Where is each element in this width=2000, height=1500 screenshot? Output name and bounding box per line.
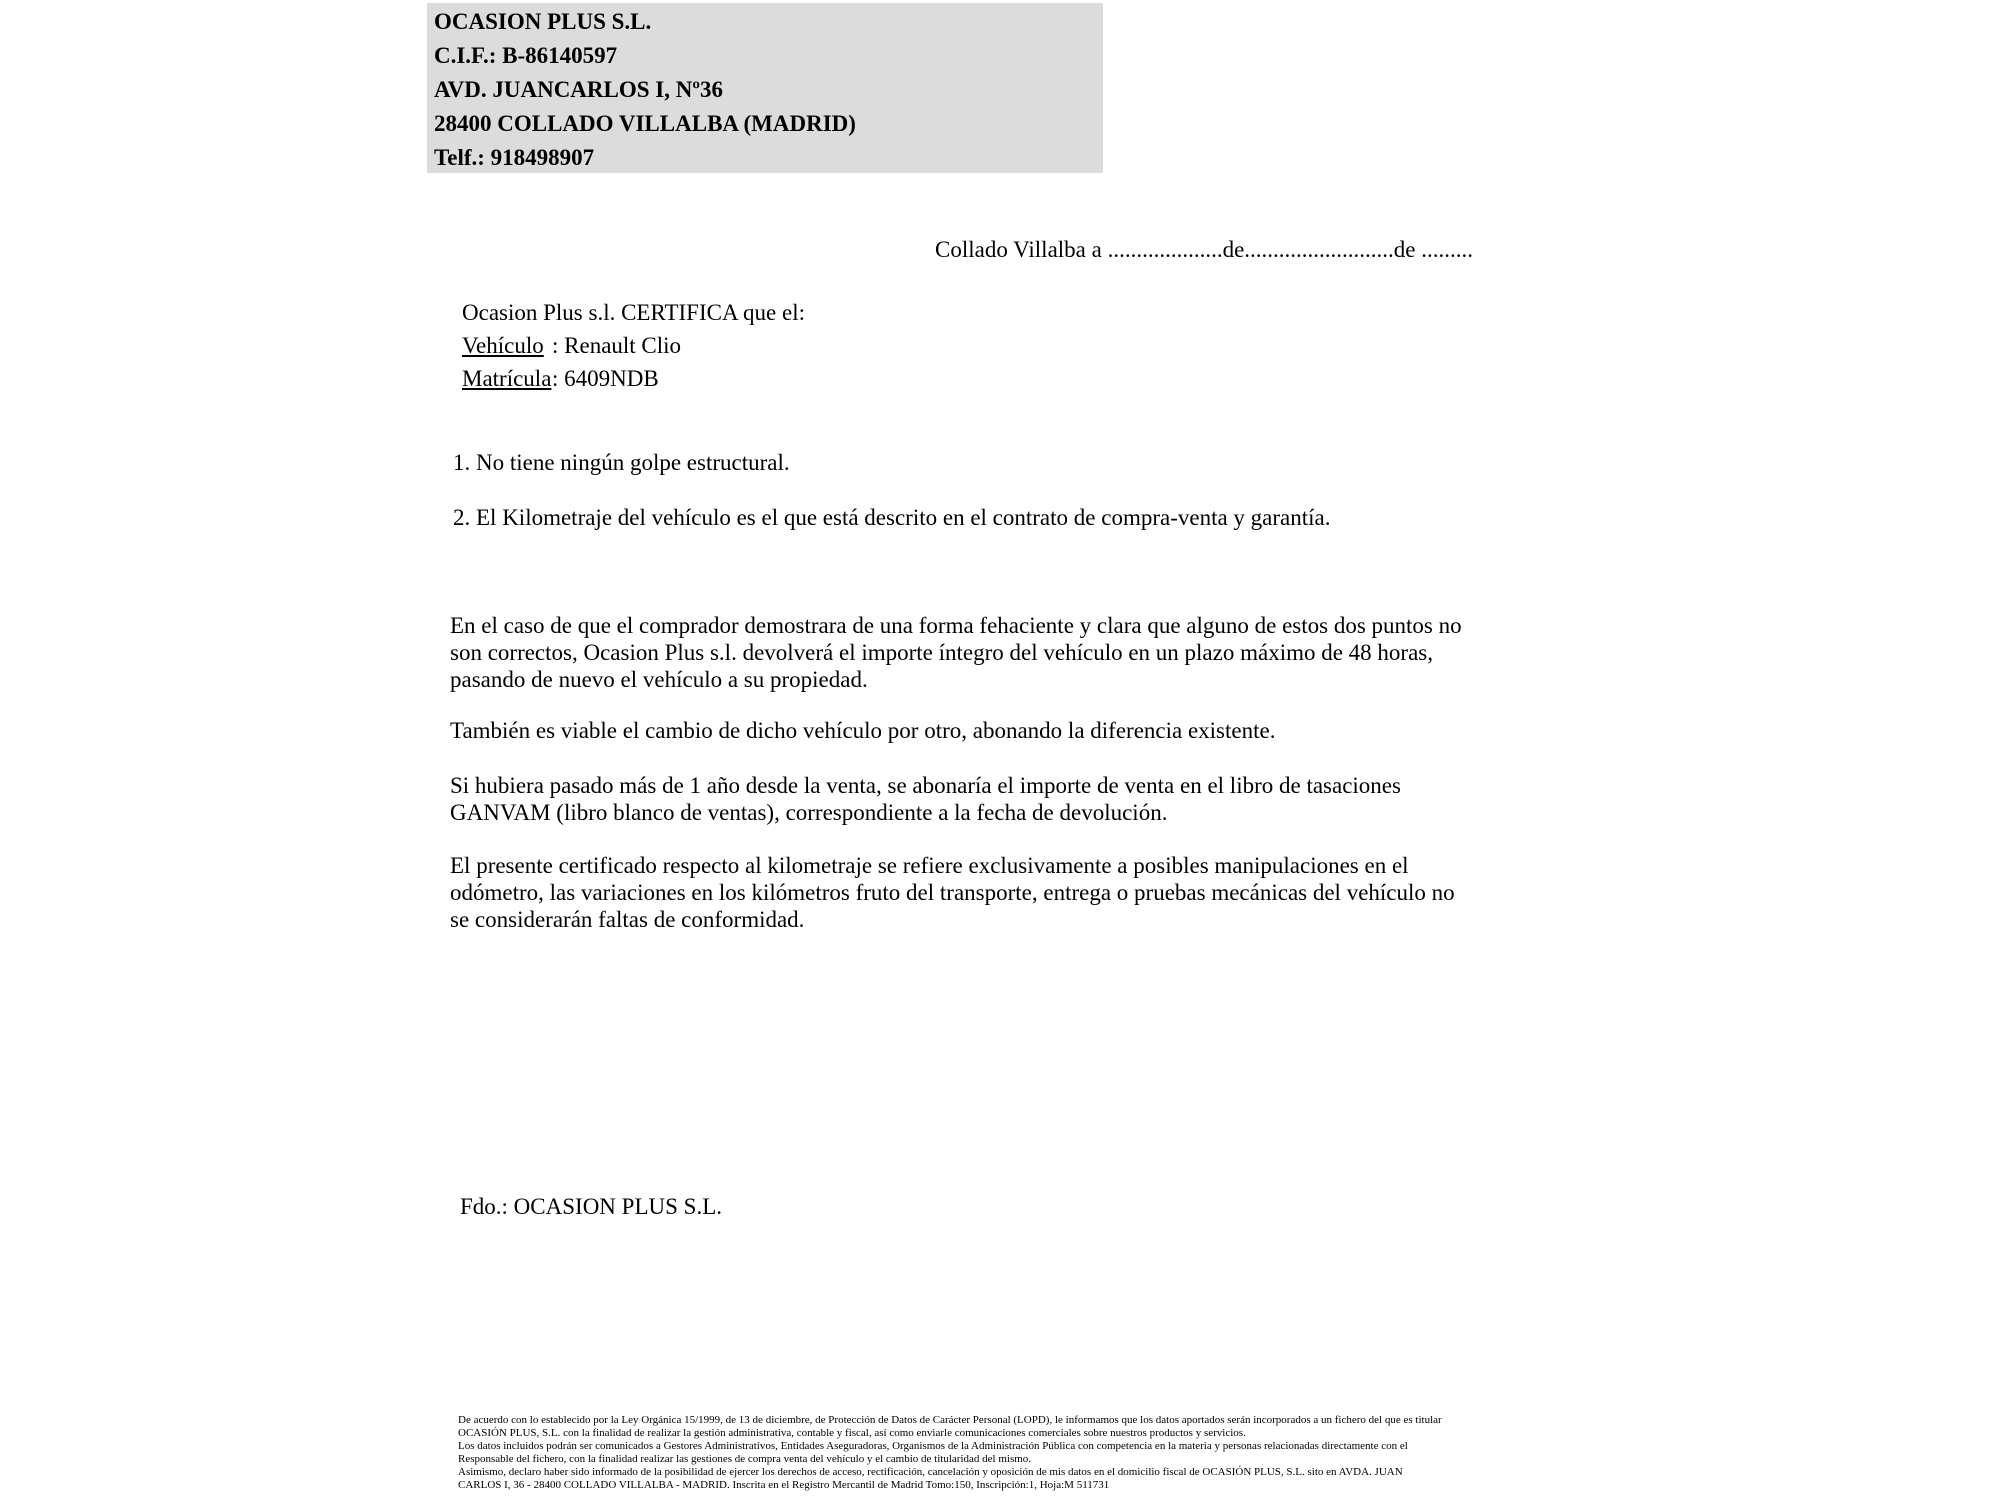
company-phone: Telf.: 918498907 (434, 145, 595, 170)
vehicle-value: : Renault Clio (552, 333, 682, 358)
company-cif: C.I.F.: B-86140597 (434, 43, 618, 68)
certify-intro-text: Ocasion Plus s.l. CERTIFICA que el: (462, 300, 805, 325)
signature-line: Fdo.: OCASION PLUS S.L. (460, 1194, 722, 1219)
legal-footer-line: Asimismo, declaro haber sido informado de la posibilidad de ejercer los derechos de acceso, rectificación, cancelación y oposición de mis datos en el domicilio fiscal de OCASIÓN PLUS, S.L. sito en AVDA. JUAN (458, 1466, 1403, 1478)
certified-point-2: 2. El Kilometraje del vehículo es el que está descrito en el contrato de compra-venta y garantía. (453, 505, 1331, 530)
paragraph-line: En el caso de que el comprador demostrara de una forma fehaciente y clara que alguno de estos dos puntos no (450, 613, 1462, 638)
paragraph-line: Si hubiera pasado más de 1 año desde la venta, se abonaría el importe de venta en el libro de tasaciones (450, 773, 1401, 798)
date-fill-in-line: Collado Villalba a ....................de..........................de ......... (935, 237, 1473, 262)
legal-footer-line: Los datos incluidos podrán ser comunicados a Gestores Administrativos, Entidades Aseguradoras, Organismos de la Administración Pública con competencia en la materia y personas relacionadas directamente con el (458, 1440, 1408, 1452)
exchange-clause-paragraph (450, 717, 1275, 744)
vehicle-label: Vehículo (462, 333, 544, 358)
company-header-block (427, 3, 1103, 173)
legal-footer-block (458, 1414, 1442, 1492)
refund-clause-paragraph (450, 612, 1462, 693)
paragraph-line: odómetro, las variaciones en los kilómetros fruto del transporte, entrega o pruebas mecánicas del vehículo no (450, 880, 1455, 905)
paragraph-line: se considerarán faltas de conformidad. (450, 907, 805, 932)
legal-footer-line: Responsable del fichero, con la finalidad realizar las gestiones de compra venta del vehículo y el cambio de titularidad del mismo. (458, 1453, 1032, 1465)
certified-point-1: 1. No tiene ningún golpe estructural. (453, 450, 790, 475)
paragraph-line: También es viable el cambio de dicho vehículo por otro, abonando la diferencia existente. (450, 718, 1276, 743)
plate-label: Matrícula (462, 366, 552, 391)
certification-intro-block (462, 296, 805, 395)
plate-row (462, 362, 805, 395)
odometer-clause-paragraph (450, 852, 1455, 933)
company-city: 28400 COLLADO VILLALBA (MADRID) (434, 111, 856, 136)
company-address: AVD. JUANCARLOS I, Nº36 (434, 77, 723, 102)
legal-footer-line: OCASIÓN PLUS, S.L. con la finalidad de realizar la gestión administrativa, contable y fiscal, así como enviarle comunicaciones comerciales sobre nuestros productos y servicios. (458, 1427, 1246, 1439)
ganvam-clause-paragraph (450, 772, 1401, 826)
vehicle-row (462, 329, 805, 362)
paragraph-line: son correctos, Ocasion Plus s.l. devolverá el importe íntegro del vehículo en un plazo máximo de 48 horas, (450, 640, 1434, 665)
paragraph-line: GANVAM (libro blanco de ventas), correspondiente a la fecha de devolución. (450, 800, 1168, 825)
legal-footer-line: De acuerdo con lo establecido por la Ley Orgánica 15/1999, de 13 de diciembre, de Protección de Datos de Carácter Personal (LOPD), le informamos que los datos aportados serán incorporados a un fichero del que es titular (458, 1414, 1442, 1426)
company-name: OCASION PLUS S.L. (434, 9, 652, 34)
paragraph-line: El presente certificado respecto al kilometraje se refiere exclusivamente a posibles manipulaciones en el (450, 853, 1409, 878)
paragraph-line: pasando de nuevo el vehículo a su propiedad. (450, 667, 868, 692)
plate-value: : 6409NDB (552, 366, 659, 391)
legal-footer-line: CARLOS I, 36 - 28400 COLLADO VILLALBA - MADRID. Inscrita en el Registro Mercantil de Madrid Tomo:150, Inscripción:1, Hoja:M 511731 (458, 1479, 1110, 1491)
